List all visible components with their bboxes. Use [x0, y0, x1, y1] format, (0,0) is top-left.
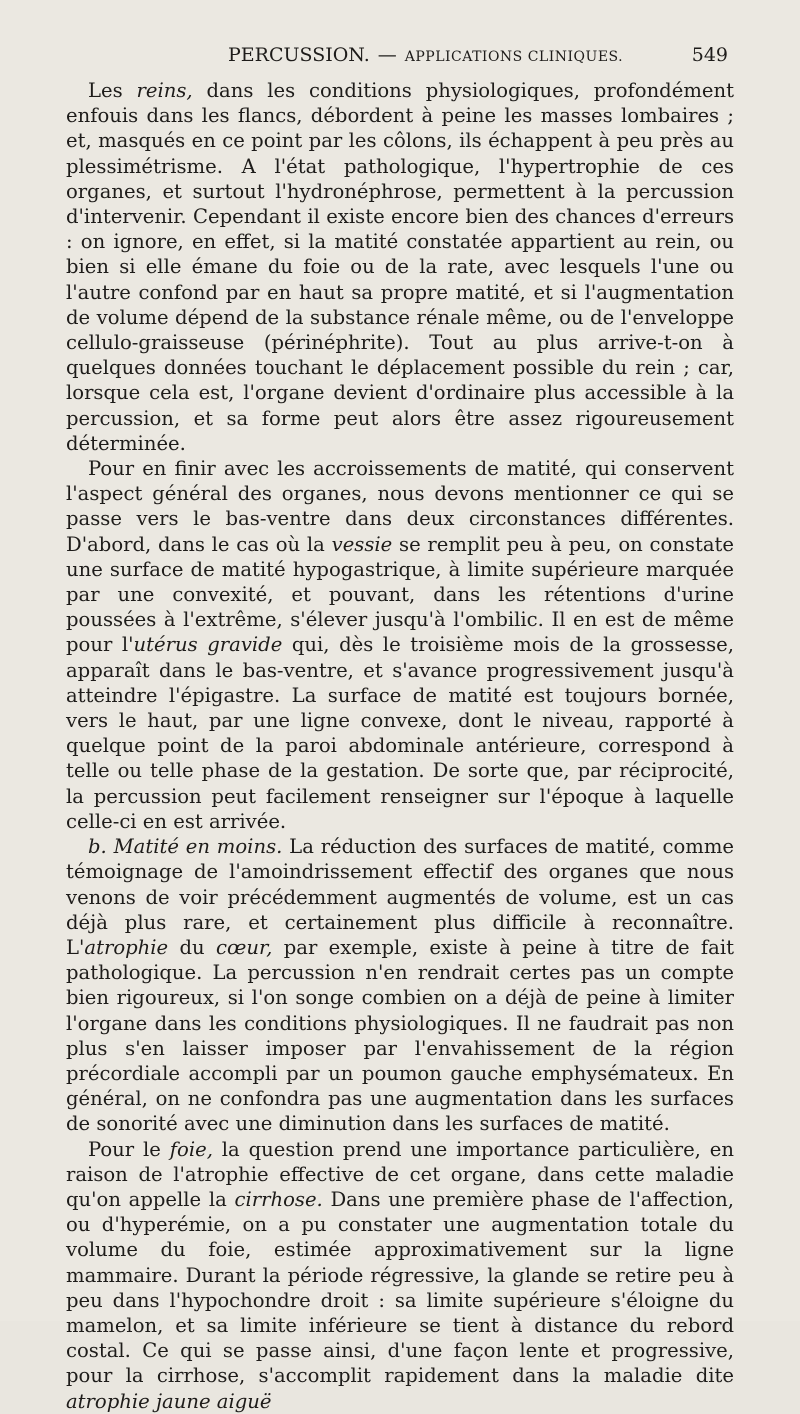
- italic-text: atrophie jaune aiguë: [66, 1389, 272, 1413]
- paragraph: [66, 1137, 734, 1414]
- italic-text: cœur,: [215, 935, 273, 959]
- text-run: Les: [88, 79, 137, 102]
- italic-text: foie,: [169, 1137, 213, 1161]
- header-separator: —: [377, 44, 397, 66]
- text-run: la question prend une importance particulière, en raison de l'atrophie effective de cet organe, dans cette maladie qu'on appelle la: [66, 1137, 734, 1211]
- running-title: [228, 44, 623, 66]
- text-run: qui, dès le troisième mois de la grossesse, apparaît dans le bas-ventre, et s'avance progressivement jusqu'à atteindre l'épigastre. La surface de matité est toujours bornée, vers le haut, par une ligne convexe, dont le niveau, rapporté à quelque point de la paroi abdominale antérieure, correspond à telle ou telle phase de la gestation. De sorte que, par réciprocité, la percussion peut facilement renseigner sur l'époque à laquelle celle-ci en est arrivée.: [66, 633, 734, 833]
- text-run: Pour en finir avec les accroissements de matité, qui conservent l'aspect général des organes, nous devons mentionner ce qui se passe vers le bas-ventre dans deux circonstances différentes. D'abord, dans le cas où la: [66, 457, 734, 556]
- italic-text: atrophie: [84, 935, 169, 959]
- italic-text: b. Matité en moins.: [88, 835, 283, 859]
- italic-text: cirrhose.: [234, 1187, 323, 1211]
- text-run: par exemple, existe à peine à titre de fait pathologique. La percussion n'en rendrait certes pas un compte bien rigoureux, si l'on songe combien on a déjà de peine à limiter l'organe dans les conditions physiologiques. Il ne faudrait pas non plus s'en laisser imposer par l'envahissement de la région précordiale accompli par un poumon gauche emphysémateux. En général, on ne confondra pas une augmentation dans les surfaces de sonorité avec une diminution dans les surfaces de matité.: [66, 935, 734, 1136]
- text-run: Dans une première phase de l'affection, ou d'hyperémie, on a pu constater une augmentation totale du volume du foie, estimée approximativement sur la ligne mammaire. Durant la période régressive, la glande se retire peu à peu dans l'hypochondre droit : sa limite supérieure s'éloigne du mamelon, et sa limite inférieure se tient à distance du rebord costal. Ce qui se passe ainsi, d'une façon lente et progressive, pour la cirrhose, s'accomplit rapidement dans la maladie dite: [66, 1187, 735, 1388]
- text-run: se remplit peu à peu, on constate une surface de matité hypogastrique, à limite supérieure marquée par une convexité, et pouvant, dans les rétentions d'urine poussées à l'extrême, s'élever jusqu'à l'ombilic. Il en est de même pour l': [66, 532, 734, 657]
- running-header: [90, 44, 728, 72]
- paragraph: [66, 456, 734, 834]
- text-run: du: [168, 935, 216, 959]
- header-title: PERCUSSION.: [228, 44, 370, 66]
- page-number: 549: [691, 44, 728, 66]
- paragraph: [66, 834, 734, 1136]
- header-subtitle: APPLICATIONS CLINIQUES.: [404, 49, 624, 65]
- text-run: dans les conditions physiologiques, profondément enfouis dans les flancs, débordent à peine les masses lombaires ; et, masqués en ce point par les côlons, ils échappent à peu près au plessimétrisme. A l'état pathologique, l'hypertrophie de ces organes, et surtout l'hydronéphrose, permettent à la percussion d'intervenir. Cependant il existe encore bien des chances d'erreurs : on ignore, en effet, si la matité constatée appartient au rein, ou bien si elle émane du foie ou de la rate, avec lesquels l'une ou l'autre confond par en haut sa propre matité, et si l'augmentation de volume dépend de la substance rénale même, ou de l'enveloppe cellulo-graisseuse (périnéphrite). Tout au plus arrive-t-on à quelques données touchant le déplacement possible du rein ; car, lorsque cela est, l'organe devient d'ordinaire plus accessible à la percussion, et sa forme peut alors être assez rigoureusement déterminée.: [66, 79, 734, 455]
- paragraph: [66, 78, 734, 456]
- text-run: Pour le: [88, 1137, 170, 1161]
- text-run: La réduction des surfaces de matité, comme témoignage de l'amoindrissement effectif des organes que nous venons de voir précédemment augmentés de volume, est un cas déjà plus rare, et certainement plus difficile à reconnaître. L': [66, 835, 735, 959]
- italic-text: utérus gravide: [133, 633, 283, 657]
- italic-text: vessie: [331, 532, 393, 556]
- body-text: [66, 78, 734, 1414]
- italic-text: reins,: [136, 79, 193, 102]
